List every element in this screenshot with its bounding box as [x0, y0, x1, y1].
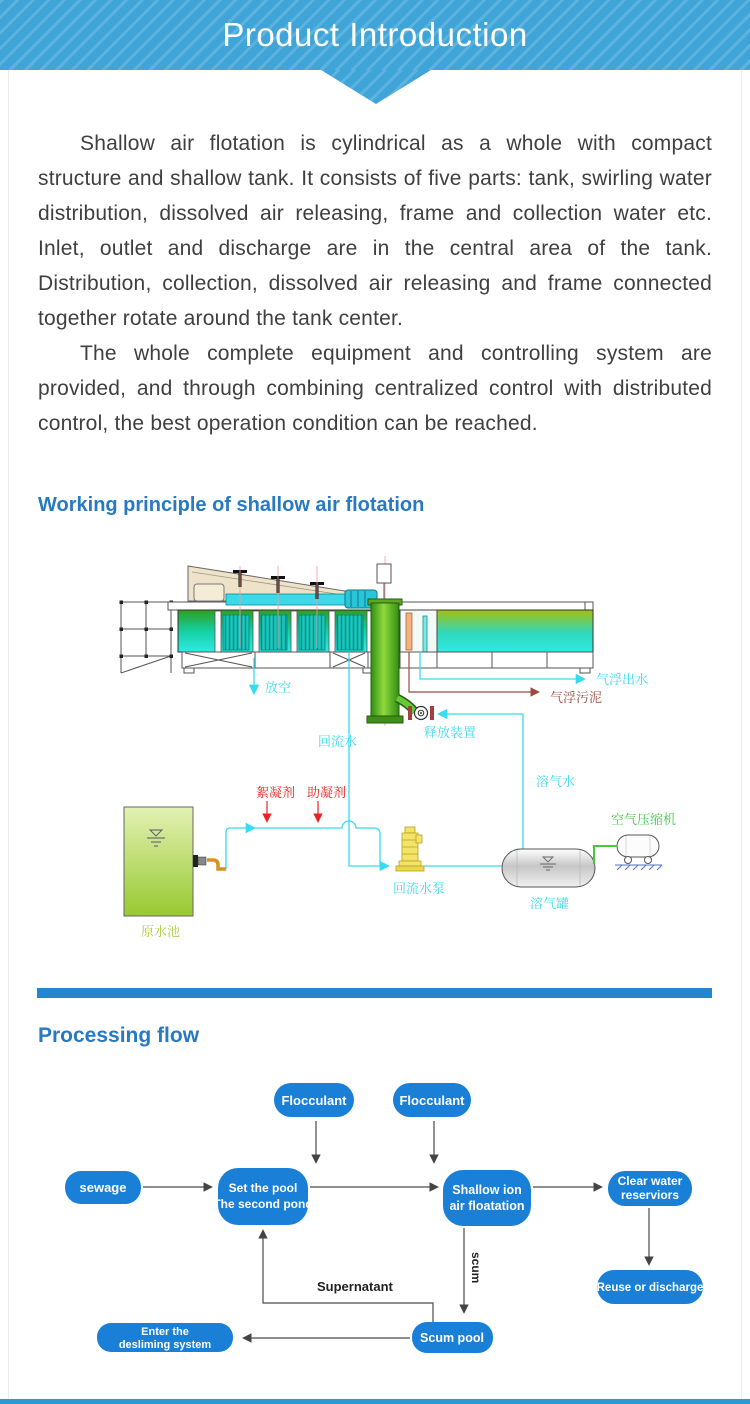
- media-packs: [215, 611, 372, 652]
- label-vent: 放空: [265, 680, 292, 695]
- intro-text-block: [38, 126, 712, 441]
- label-raw-water-pool: 原水池: [141, 924, 181, 939]
- svg-text:Set the pool: Set the pool: [228, 1181, 298, 1195]
- raw-water-pool: [124, 807, 226, 916]
- page-title: Product Introduction: [222, 16, 528, 53]
- release-device: [408, 706, 434, 720]
- section-divider-bar: [37, 988, 712, 998]
- flow-node-set-pool: [213, 1168, 312, 1225]
- center-column: [367, 599, 403, 723]
- processing-flowchart: [0, 1080, 750, 1370]
- flow-node-enter-desliming: [97, 1323, 233, 1352]
- flow-arrows: [143, 1121, 649, 1338]
- svg-text:Flocculant: Flocculant: [281, 1093, 347, 1108]
- label-air-compressor: 空气压缩机: [611, 812, 677, 827]
- collection-trough: [226, 594, 345, 605]
- label-dissolved-air-water: 溶气水: [536, 774, 576, 789]
- working-principle-diagram: [0, 545, 750, 965]
- outlet-pipe: [207, 860, 226, 869]
- deck-post: [585, 602, 593, 610]
- center-compartment: [400, 610, 437, 652]
- working-principle-heading: Working principle of shallow air flotation: [38, 494, 425, 516]
- flow-node-shallow-flotation: [443, 1170, 531, 1226]
- svg-text:air floatation: air floatation: [449, 1199, 525, 1213]
- next-section-strip: [0, 1399, 750, 1404]
- label-flotation-sludge: 气浮污泥: [550, 690, 603, 705]
- svg-text:reserviors: reserviors: [620, 1188, 680, 1202]
- processing-flow-heading: Processing flow: [38, 1024, 200, 1047]
- outlet-valve: [193, 855, 198, 867]
- flow-node-sewage: [65, 1171, 141, 1204]
- label-flocculant-cn: 絮凝剂: [256, 785, 296, 800]
- svg-text:Enter the: Enter the: [141, 1326, 189, 1338]
- air-compressor: [594, 835, 662, 870]
- svg-text:Reuse or discharge: Reuse or discharge: [596, 1282, 704, 1294]
- section-header-banner: [0, 0, 750, 70]
- svg-text:Shallow ion: Shallow ion: [452, 1183, 522, 1197]
- intro-paragraph-1: Shallow air flotation is cylindrical as a whole with compact structure and shallow tank. It consists of five parts: tank, swirling water distribution, dissolved air releasing, frame and collection water etc. Inlet, outlet and discharge are in the central area of the tank. Distribution, collection, dissolved air releasing and frame connected together rotate around the tank center.: [38, 132, 712, 330]
- compressed-air-pipe: [594, 846, 617, 864]
- intro-paragraph-2: The whole complete equipment and controlling system are provided, and through combining centralized control with distributed control, the best operation condition can be reached.: [38, 342, 712, 435]
- flow-node-reuse-discharge: [597, 1270, 704, 1304]
- flow-node-flocculant-right: [393, 1083, 471, 1117]
- flow-node-scum-pool: [412, 1322, 493, 1353]
- label-scum: scum: [469, 1252, 483, 1284]
- top-drive-box: [377, 564, 391, 600]
- label-release-device: 释放装置: [424, 725, 477, 740]
- flow-node-flocculant-left: [274, 1083, 354, 1117]
- label-flotation-effluent: 气浮出水: [596, 672, 649, 687]
- svg-text:The second pond: The second pond: [213, 1197, 313, 1211]
- label-supernatant: Supernatant: [317, 1279, 393, 1294]
- dissolved-air-tank: [502, 849, 595, 887]
- recycle-pump: [396, 827, 424, 871]
- left-scaffold: [120, 601, 181, 674]
- banner-triangle-decoration: [321, 70, 431, 104]
- flow-node-clear-water: [608, 1171, 692, 1206]
- label-recycle-pump: 回流水泵: [393, 881, 446, 896]
- svg-text:Clear water: Clear water: [617, 1174, 683, 1188]
- label-coagulant-aid-cn: 助凝剂: [307, 785, 347, 800]
- svg-text:Flocculant: Flocculant: [399, 1093, 465, 1108]
- label-recycle-water: 回流水: [318, 734, 358, 749]
- svg-text:sewage: sewage: [79, 1180, 127, 1195]
- svg-text:Scum pool: Scum pool: [420, 1331, 484, 1345]
- svg-text:desliming system: desliming system: [118, 1339, 212, 1351]
- label-dissolved-air-tank: 溶气罐: [530, 896, 570, 911]
- elbow-pipe: [397, 698, 415, 712]
